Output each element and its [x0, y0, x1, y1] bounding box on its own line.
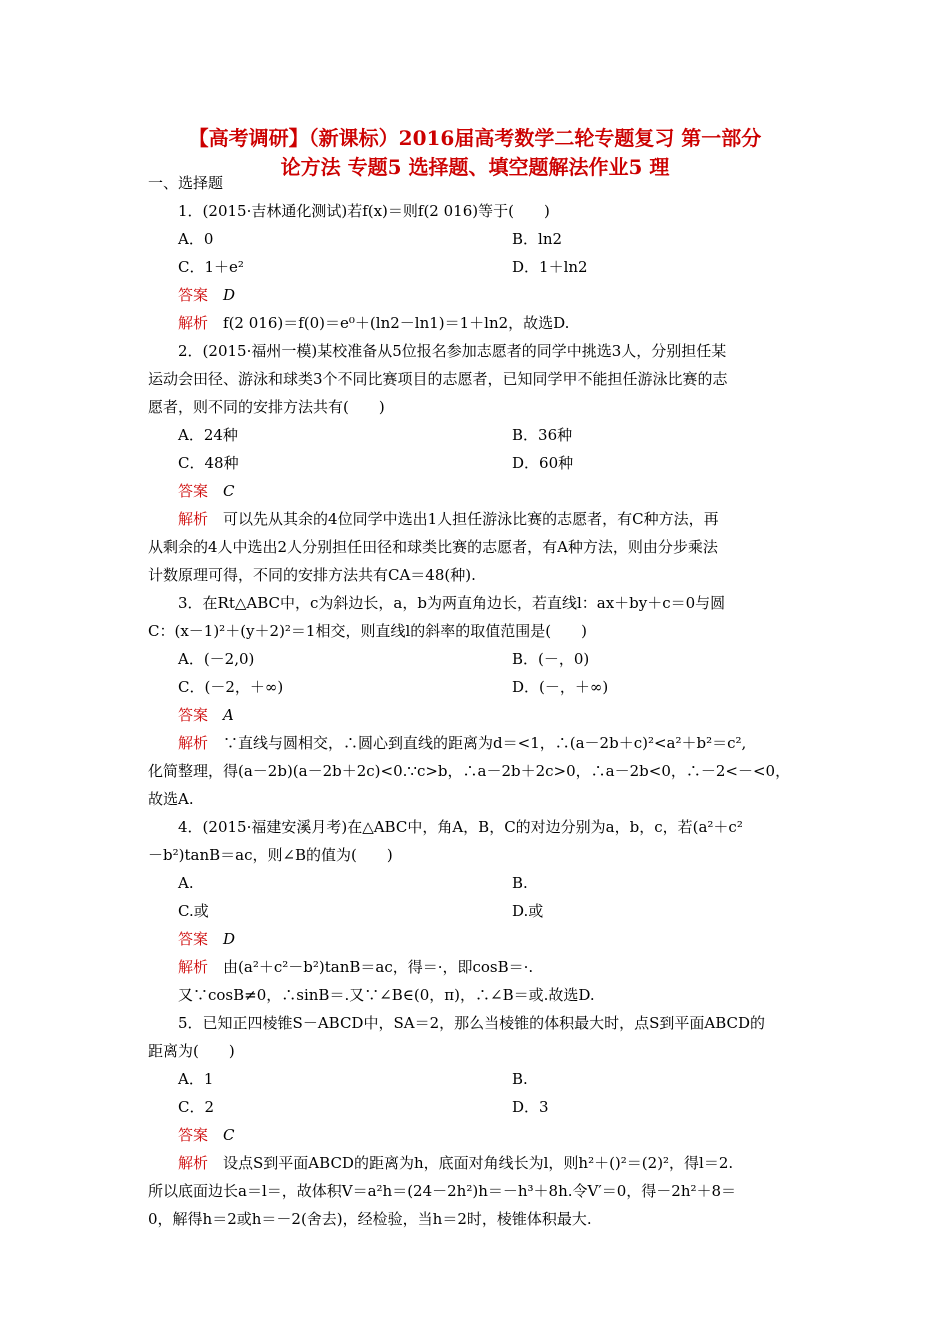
q1-answer-value: D: [223, 286, 236, 304]
q3-option-c: C．(－2，＋∞): [178, 678, 284, 696]
q4-option-a: A.: [178, 874, 194, 892]
q1-option-d: D．1＋ln2: [512, 258, 588, 276]
q3-analysis-line-3: 故选A.: [148, 790, 194, 808]
q2-option-b: B．36种: [512, 426, 573, 444]
q1-answer: [178, 285, 235, 305]
q2-option-c: C．48种: [178, 454, 239, 472]
q1-stem-line-1: 1．(2015·吉林通化测试)若f(x)＝则f(2 016)等于( ): [178, 202, 550, 220]
q5-analysis: [178, 1153, 733, 1173]
analysis-label: 解析: [178, 958, 209, 976]
q1-analysis: [178, 313, 569, 333]
q4-option-d: D.或: [512, 902, 544, 920]
q4-option-b: B.: [512, 874, 528, 892]
q5-stem-line-1: 5．已知正四棱锥S－ABCD中，SA＝2，那么当棱锥的体积最大时，点S到平面ABCD的: [178, 1014, 766, 1032]
q2-stem-line-1: 2．(2015·福州一模)某校准备从5位报名参加志愿者的同学中挑选3人，分别担任某: [178, 342, 727, 360]
q1-analysis-line-1: f(2 016)＝f(0)＝e⁰＋(ln2－ln1)＝1＋ln2，故选D.: [223, 314, 570, 332]
title-line-1: 【高考调研】（新课标）2016届高考数学二轮专题复习 第一部分: [188, 126, 762, 150]
q2-option-a: A．24种: [178, 426, 238, 444]
q1-option-c: C．1＋e²: [178, 258, 244, 276]
q2-stem-line-2: 运动会田径、游泳和球类3个不同比赛项目的志愿者，已知同学甲不能担任游泳比赛的志: [148, 370, 728, 388]
q5-analysis-line-3: 0，解得h＝2或h＝－2(舍去)，经检验，当h＝2时，棱锥体积最大.: [148, 1210, 592, 1228]
q5-answer: [178, 1125, 235, 1145]
q2-analysis: [178, 509, 719, 529]
q4-stem-line-1: 4．(2015·福建安溪月考)在△ABC中，角A，B，C的对边分别为a，b，c，若(a²＋c²: [178, 818, 743, 836]
q4-analysis-line-2: 又∵cosB≠0，∴sinB＝.又∵∠B∈(0，π)，∴∠B＝或.故选D.: [178, 986, 595, 1004]
q3-option-b: B．(－，0): [512, 650, 590, 668]
q1-option-b: B．ln2: [512, 230, 563, 248]
q4-analysis-line-1: 由(a²＋c²－b²)tanB＝ac，得＝·，即cosB＝·.: [223, 958, 534, 976]
q3-answer: [178, 705, 234, 725]
q5-option-c: C．2: [178, 1098, 215, 1116]
q2-analysis-line-1: 可以先从其余的4位同学中选出1人担任游泳比赛的志愿者，有C种方法，再: [223, 510, 719, 528]
q3-stem-line-2: C：(x－1)²＋(y＋2)²＝1相交，则直线l的斜率的取值范围是( ): [148, 622, 587, 640]
q2-analysis-line-3: 计数原理可得，不同的安排方法共有CA＝48(种).: [148, 566, 476, 584]
q3-answer-value: A: [223, 706, 234, 724]
q4-stem-line-2: －b²)tanB＝ac，则∠B的值为( ): [148, 846, 393, 864]
q5-option-a: A．1: [178, 1070, 214, 1088]
q5-option-b: B.: [512, 1070, 528, 1088]
q1-option-a: A．0: [178, 230, 214, 248]
answer-label: 答案: [178, 706, 209, 724]
analysis-label: 解析: [178, 510, 209, 528]
q2-analysis-line-2: 从剩余的4人中选出2人分别担任田径和球类比赛的志愿者，有A种方法，则由分步乘法: [148, 538, 718, 556]
answer-label: 答案: [178, 1126, 209, 1144]
title-line-2: 论方法 专题5 选择题、填空题解法作业5 理: [280, 155, 670, 179]
q3-stem-line-1: 3．在Rt△ABC中，c为斜边长，a，b为两直角边长，若直线l：ax＋by＋c＝0与圆: [178, 594, 726, 612]
q4-answer-value: D: [223, 930, 236, 948]
q3-option-a: A．(－2,0): [178, 650, 255, 668]
q2-stem-line-3: 愿者，则不同的安排方法共有( ): [148, 398, 385, 416]
q3-analysis-line-1: ∵直线与圆相交，∴圆心到直线的距离为d＝<1，∴(a－2b＋c)²<a²＋b²＝c²,: [223, 734, 747, 752]
q2-answer: [178, 481, 235, 501]
section-heading: 一、选择题: [148, 174, 224, 192]
q4-option-c: C.或: [178, 902, 209, 920]
q4-analysis: [178, 957, 533, 977]
q3-option-d: D．(－，＋∞): [512, 678, 609, 696]
q5-stem-line-2: 距离为( ): [148, 1042, 235, 1060]
q3-analysis-line-2: 化简整理，得(a－2b)(a－2b＋2c)<0.∵c>b，∴a－2b＋2c>0，∴a－2b<0，∴－2<－<0，: [148, 762, 791, 780]
analysis-label: 解析: [178, 734, 209, 752]
q5-option-d: D．3: [512, 1098, 549, 1116]
analysis-label: 解析: [178, 1154, 209, 1172]
q5-analysis-line-1: 设点S到平面ABCD的距离为h，底面对角线长为l，则h²＋()²＝(2)²，得l＝2.: [223, 1154, 734, 1172]
answer-label: 答案: [178, 286, 209, 304]
q2-answer-value: C: [223, 482, 235, 500]
q2-option-d: D．60种: [512, 454, 574, 472]
q5-analysis-line-2: 所以底面边长a＝l＝，故体积V＝a²h＝(24－2h²)h＝－h³＋8h.令V′＝0，得－2h²＋8＝: [148, 1182, 737, 1200]
q4-answer: [178, 929, 235, 949]
answer-label: 答案: [178, 482, 209, 500]
q3-analysis: [178, 733, 746, 753]
answer-label: 答案: [178, 930, 209, 948]
q5-answer-value: C: [223, 1126, 235, 1144]
analysis-label: 解析: [178, 314, 209, 332]
